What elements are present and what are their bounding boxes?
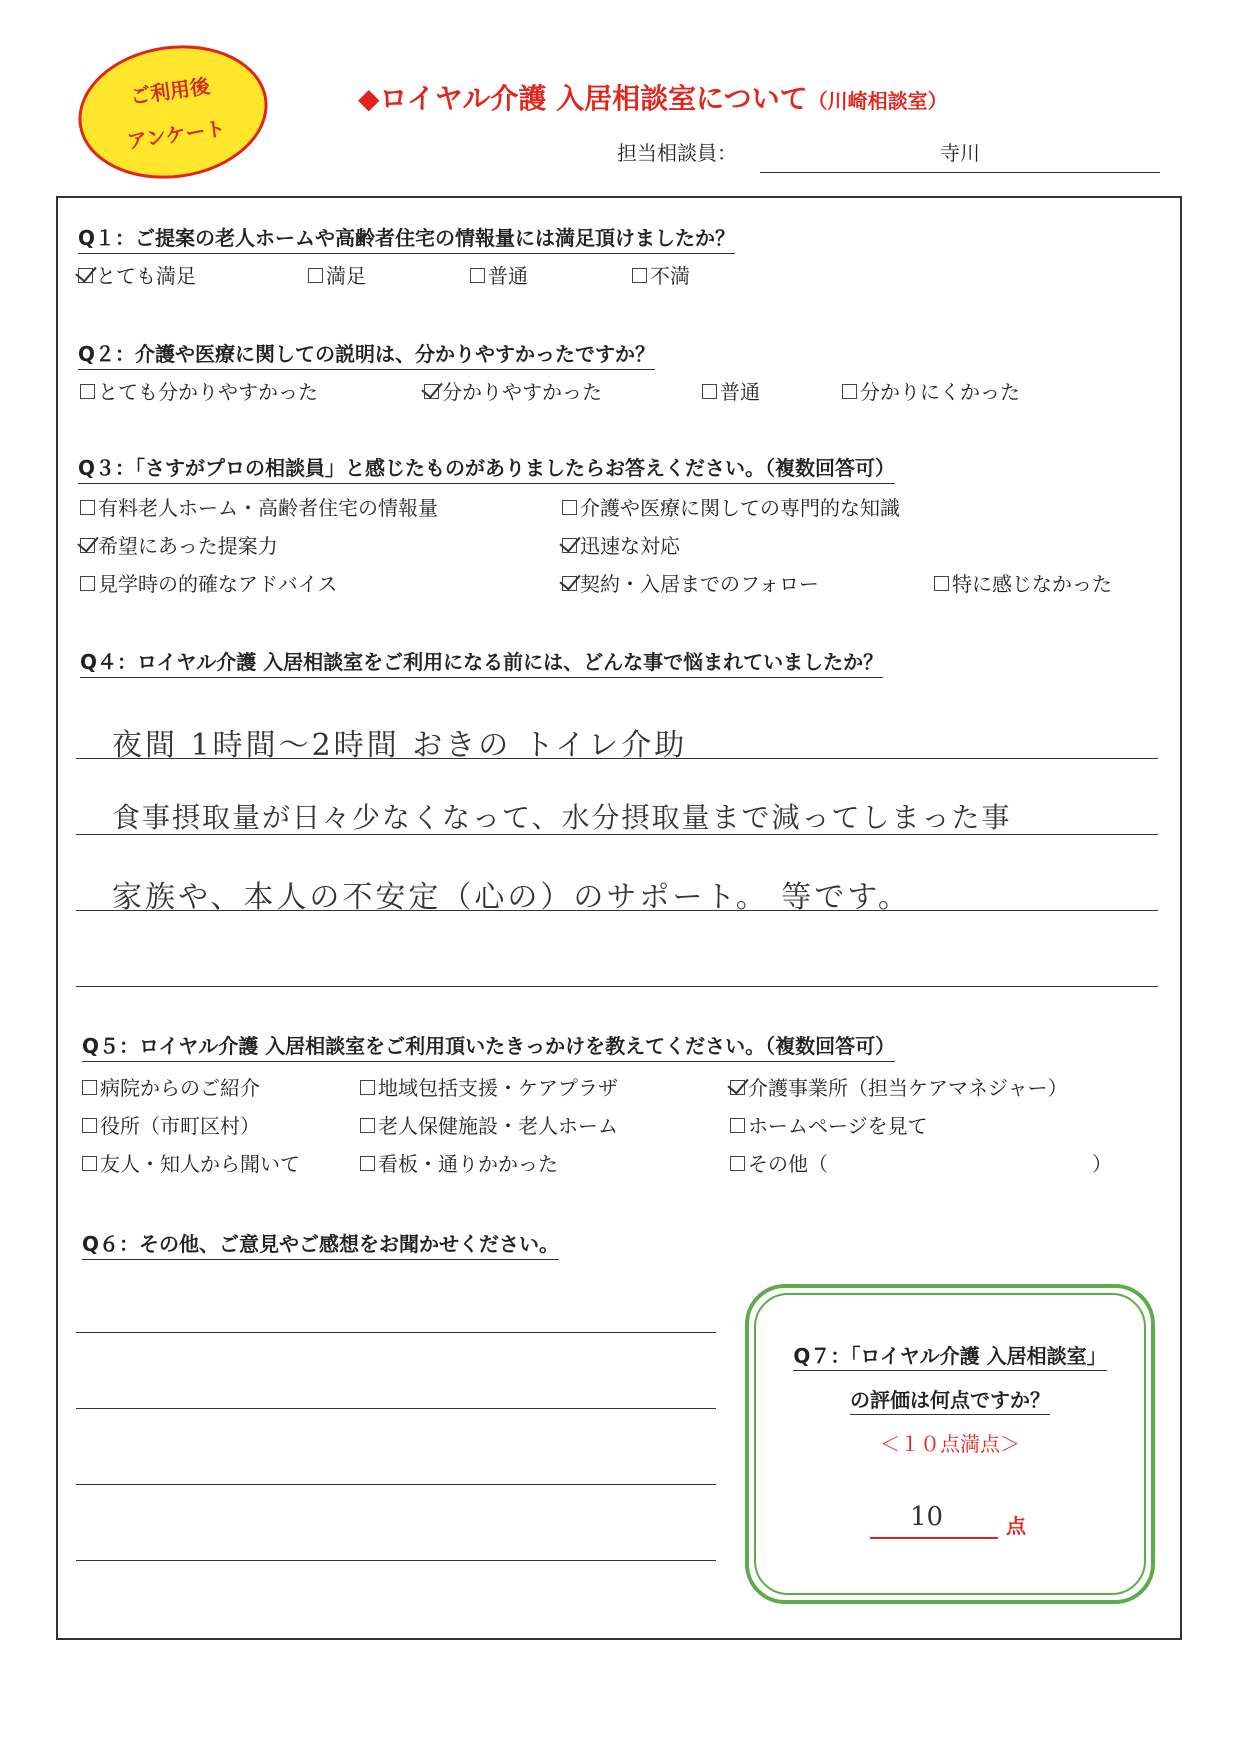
q4-answer-rule (76, 910, 1158, 911)
checkbox[interactable] (730, 1080, 745, 1095)
checkbox[interactable] (80, 576, 95, 591)
q5-other-close-paren: ） (1092, 1152, 1112, 1176)
q6-answer-rule[interactable] (76, 1332, 716, 1333)
checkbox[interactable] (562, 576, 577, 591)
badge-line-1: ご利用後 (128, 73, 212, 109)
q1-option-very-satisfied[interactable]: とても満足 (78, 260, 196, 289)
checkbox[interactable] (360, 1118, 375, 1133)
q1-option-unsatisfied[interactable]: 不満 (632, 260, 690, 289)
q2-option-unclear[interactable]: 分かりにくかった (842, 376, 1020, 405)
checkbox[interactable] (82, 1080, 97, 1095)
staff-label: 担当相談員： (617, 141, 737, 165)
checkbox[interactable] (424, 384, 439, 399)
q5-question: Q５：ロイヤル介護 入居相談室をご利用頂いたきっかけを教えてください。（複数回答可） (82, 1030, 895, 1062)
page-title (358, 77, 948, 117)
q6-answer-rule[interactable] (76, 1484, 716, 1485)
q1-question: Q１：ご提案の老人ホームや高齢者住宅の情報量には満足頂けましたか？ (78, 222, 735, 254)
q3-option-none[interactable]: 特に感じなかった (934, 568, 1112, 597)
q2-option-very-clear[interactable]: とても分かりやすかった (80, 376, 318, 405)
checkbox[interactable] (80, 538, 95, 553)
q5-option-hospital[interactable]: 病院からのご紹介 (82, 1072, 260, 1101)
q5-option-community-support[interactable]: 地域包括支援・ケアプラザ (360, 1072, 618, 1101)
checkbox[interactable] (308, 268, 323, 283)
checkbox[interactable] (80, 500, 95, 515)
q4-answer-rule (76, 834, 1158, 835)
badge-line-2: アンケート (125, 116, 227, 154)
q3-question: Q３：「さすがプロの相談員」と感じたものがありましたらお答えください。（複数回答可） (78, 452, 895, 484)
staff-name-field[interactable]: 寺川 (940, 141, 980, 165)
q5-option-signboard[interactable]: 看板・通りかかった (360, 1148, 558, 1177)
title-main: ◆ロイヤル介護 入居相談室について (358, 82, 808, 115)
q7-max-score: ＜１０点満点＞ (880, 1432, 1020, 1456)
q7-question-line-2: の評価は何点ですか？ (745, 1384, 1155, 1413)
q7-question-line-1: Q７：「ロイヤル介護 入居相談室」 (745, 1340, 1155, 1369)
staff-underline (760, 172, 1160, 173)
checkbox[interactable] (934, 576, 949, 591)
q7-score-unit: 点 (1006, 1514, 1026, 1538)
q3-option-info[interactable]: 有料老人ホーム・高齢者住宅の情報量 (80, 492, 438, 521)
title-office: （川崎相談室） (807, 89, 948, 113)
q3-option-knowledge[interactable]: 介護や医療に関しての専門的な知識 (562, 492, 900, 521)
checkbox[interactable] (730, 1118, 745, 1133)
checkbox[interactable] (78, 268, 93, 283)
checkbox[interactable] (730, 1156, 745, 1171)
q4-answer-line-3[interactable]: 家族や、本人の不安定（心の）のサポート。 等です。 (112, 880, 911, 915)
checkbox[interactable] (562, 500, 577, 515)
q5-option-city-office[interactable]: 役所（市町区村） (82, 1110, 260, 1139)
q4-answer-line-2[interactable]: 食事摂取量が日々少なくなって、水分摂取量まで減ってしまった事 (112, 801, 1012, 834)
checkbox[interactable] (562, 538, 577, 553)
q1-option-normal[interactable]: 普通 (470, 260, 528, 289)
q3-option-proposal[interactable]: 希望にあった提案力 (80, 530, 278, 559)
checkbox[interactable] (82, 1156, 97, 1171)
q3-option-quick-response[interactable]: 迅速な対応 (562, 530, 680, 559)
q5-option-other[interactable]: その他（ (730, 1148, 828, 1177)
q4-answer-rule (76, 758, 1158, 759)
q2-option-normal[interactable]: 普通 (702, 376, 760, 405)
q6-question: Q６：その他、ご意見やご感想をお聞かせください。 (82, 1228, 559, 1260)
q3-option-tour-advice[interactable]: 見学時の的確なアドバイス (80, 568, 337, 597)
checkbox[interactable] (632, 268, 647, 283)
q7-score-underline (870, 1537, 998, 1539)
q2-question: Q２：介護や医療に関しての説明は、分かりやすかったですか？ (78, 338, 655, 370)
checkbox[interactable] (702, 384, 717, 399)
q5-option-care-office[interactable]: 介護事業所（担当ケアマネジャー） (730, 1072, 1068, 1101)
q4-question: Q４：ロイヤル介護 入居相談室をご利用になる前には、どんな事で悩まれていましたか？ (80, 646, 883, 678)
checkbox[interactable] (842, 384, 857, 399)
checkbox[interactable] (82, 1118, 97, 1133)
q1-option-satisfied[interactable]: 満足 (308, 260, 366, 289)
survey-badge (70, 33, 277, 190)
q5-option-homepage[interactable]: ホームページを見て (730, 1110, 928, 1139)
checkbox[interactable] (360, 1080, 375, 1095)
q4-answer-rule (76, 986, 1158, 987)
checkbox[interactable] (470, 268, 485, 283)
q6-answer-rule[interactable] (76, 1408, 716, 1409)
q6-answer-rule[interactable] (76, 1560, 716, 1561)
q4-answer-line-1[interactable]: 夜間 1時間〜2時間 おきの トイレ介助 (112, 728, 688, 763)
checkbox[interactable] (360, 1156, 375, 1171)
q2-option-clear[interactable]: 分かりやすかった (424, 376, 602, 405)
checkbox[interactable] (80, 384, 95, 399)
q5-option-care-facility[interactable]: 老人保健施設・老人ホーム (360, 1110, 618, 1139)
q3-option-followup[interactable]: 契約・入居までのフォロー (562, 568, 819, 597)
q7-score-value[interactable]: 10 (910, 1502, 944, 1532)
q5-option-friend[interactable]: 友人・知人から聞いて (82, 1148, 300, 1177)
